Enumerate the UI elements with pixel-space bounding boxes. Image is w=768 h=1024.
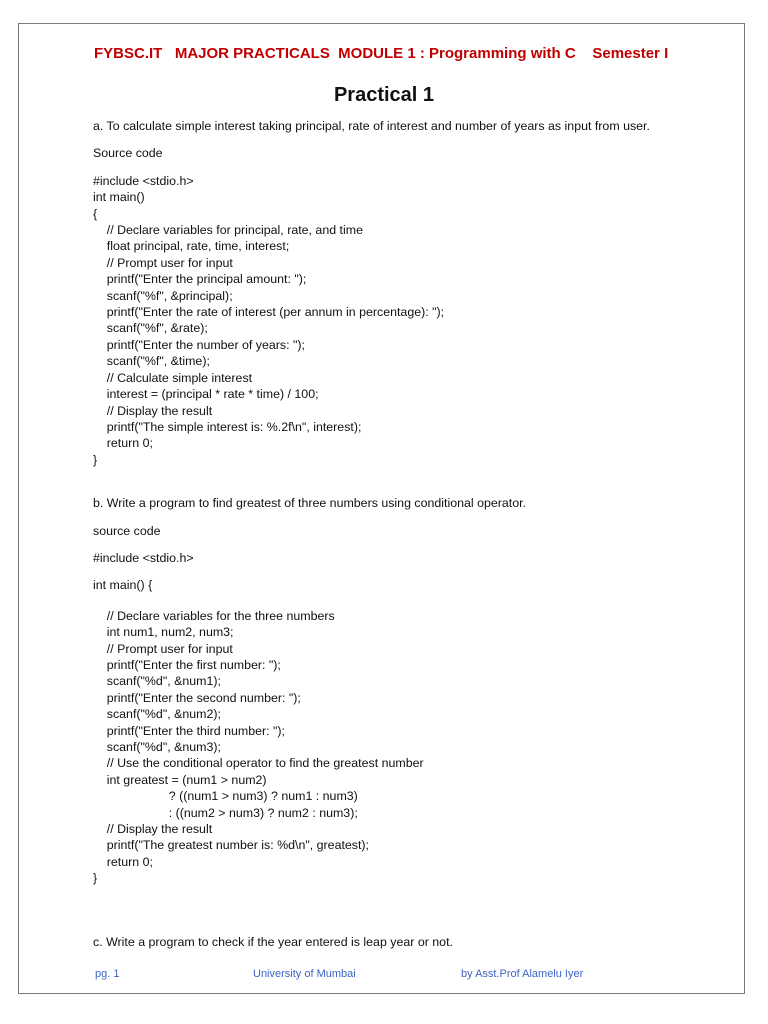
document-body — [93, 118, 673, 950]
question-a: a. To calculate simple interest taking principal, rate of interest and number of years as input from user. — [93, 119, 650, 133]
page-footer — [0, 966, 768, 982]
source-code-label-a: Source code — [93, 146, 163, 161]
footer-page-number: pg. 1 — [95, 968, 120, 980]
code-block-a: #include <stdio.h> int main() { // Declare variables for principal, rate, and time float principal, rate, time, interest; // Prompt user for input printf("Enter the principal amount: "); scanf("%f", &principal); printf("Enter the rate of interest (per annum in percentage): "); scanf("%f", &rate); printf("Enter the number of years: "); scanf("%f", &time); // Calculate simple interest interest = (principal * rate * time) / 100; // Display the result printf("The simple interest is: %.2f\n", interest); return 0; } — [93, 173, 445, 467]
footer-university: University of Mumbai — [253, 968, 356, 980]
include-line-b: #include <stdio.h> — [93, 550, 194, 565]
question-b: b. Write a program to find greatest of three numbers using conditional operator. — [93, 496, 526, 511]
footer-author: by Asst.Prof Alamelu Iyer — [461, 968, 584, 980]
page-title: Practical 1 — [333, 84, 435, 106]
page-header: FYBSC.IT MAJOR PRACTICALS MODULE 1 : Programming with C Semester I — [94, 45, 669, 62]
question-c: c. Write a program to check if the year entered is leap year or not. — [93, 934, 453, 949]
code-block-b: // Declare variables for the three numbers int num1, num2, num3; // Prompt user for input printf("Enter the first number: "); scanf("%d", &num1); printf("Enter the second number: "); scanf("%d", &num2); printf("Enter the third number: "); scanf("%d", &num3); // Use the conditional operator to find the greatest number int greatest = (num1 > num2) ? ((num1 > num3) ? num1 : num3) : ((num2 > num3) ? num2 : num3); // Display the result printf("The greatest number is: %d\n", greatest); return 0; } — [93, 608, 424, 886]
source-code-label-b: source code — [93, 523, 161, 538]
main-line-b: int main() { — [93, 578, 153, 593]
